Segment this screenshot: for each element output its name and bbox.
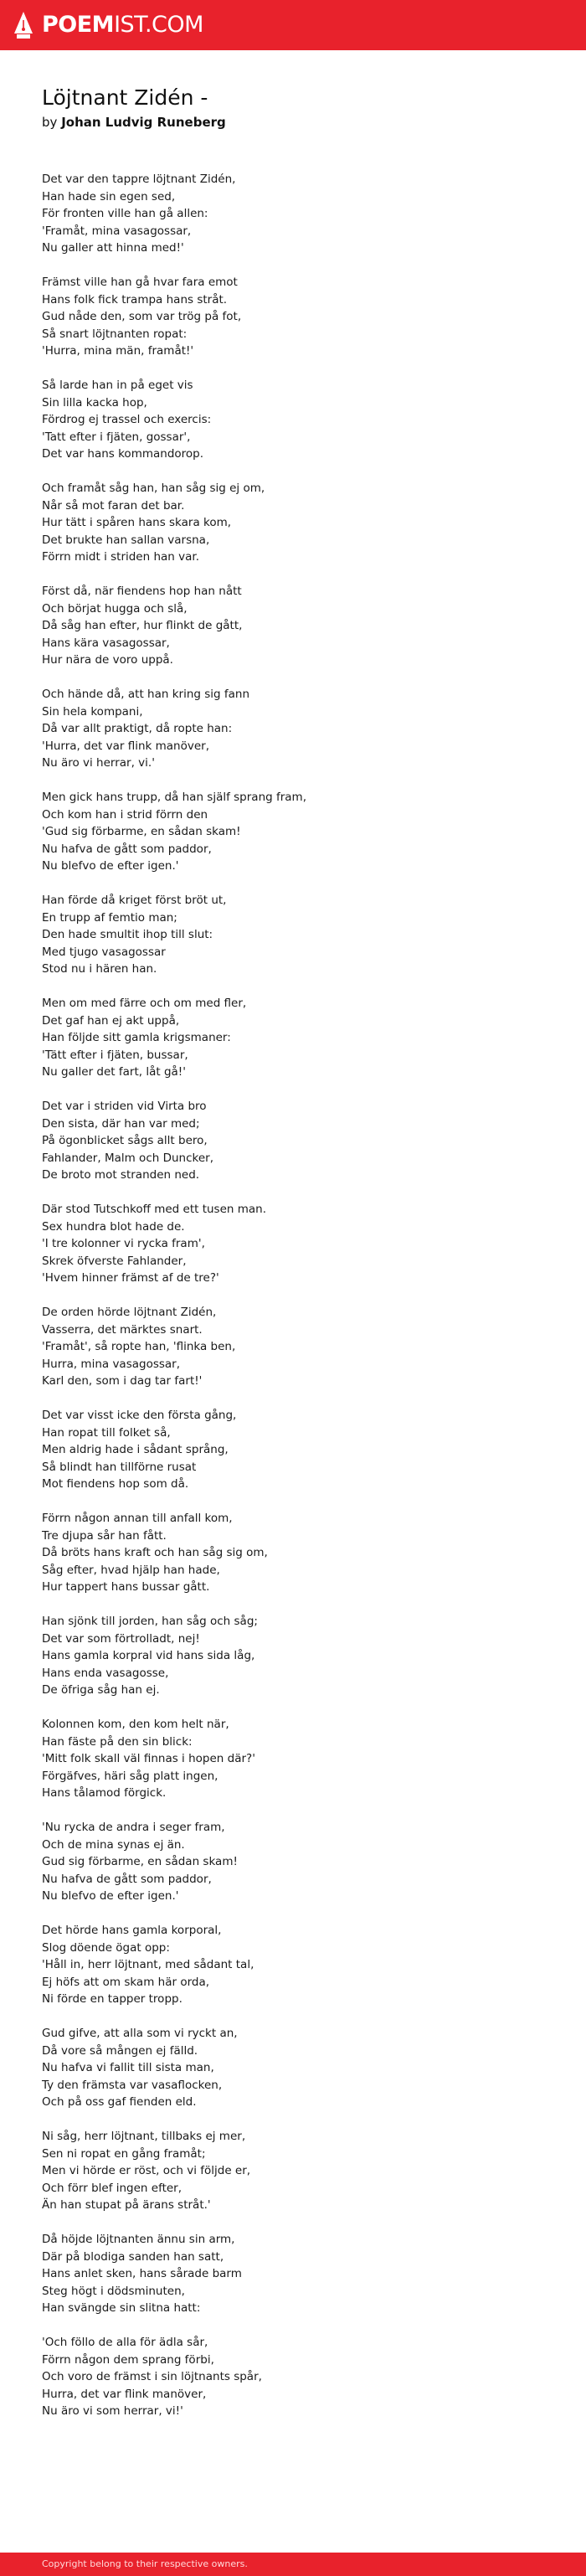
poem-line: Det var visst icke den första gång, <box>42 1409 237 1422</box>
poem-line: På ögonblicket sågs allt bero, <box>42 1134 208 1147</box>
stanza <box>42 480 544 566</box>
poem-line: De orden hörde löjtnant Zidén, <box>42 1306 217 1319</box>
poem-line: Hur tätt i spåren hans skara kom, <box>42 516 232 529</box>
poem-line: Hurra, mina vasagossar, <box>42 1357 181 1371</box>
poem-line: Förgäfves, häri såg platt ingen, <box>42 1769 218 1783</box>
stanza <box>42 686 544 772</box>
stanza <box>42 892 544 978</box>
poem-line: Hur tappert hans bussar gått. <box>42 1580 210 1594</box>
poem-line: Och på oss gaf fienden eld. <box>42 2095 197 2109</box>
poem-line: Vasserra, det märktes snart. <box>42 1322 203 1337</box>
poem-line: Och voro de främst i sin löjtnants spår, <box>42 2370 262 2383</box>
poem-line: Fahlander, Malm och Duncker, <box>42 1151 213 1165</box>
footer-copyright: Copyright belong to their respective owners. <box>42 2558 248 2569</box>
author-name[interactable]: Johan Ludvig Runeberg <box>61 115 226 130</box>
poem-line: Och hände då, att han kring sig fann <box>42 688 250 701</box>
stanza <box>42 171 544 257</box>
poem-line: Ni förde en tapper tropp. <box>42 1992 182 2006</box>
stanza <box>42 274 544 360</box>
poem-line: Han förde då kriget först bröt ut, <box>42 894 227 907</box>
poem-line: Förrn midt i striden han var. <box>42 550 200 564</box>
stanza <box>42 1819 544 1905</box>
poem-line: Det hörde hans gamla korporal, <box>42 1924 222 1937</box>
poem-line: Nu äro vi herrar, vi.' <box>42 756 155 770</box>
poem-line: 'Framåt', så ropte han, 'flinka ben, <box>42 1340 236 1353</box>
poem-line: För fronten ville han gå allen: <box>42 207 208 220</box>
brand-wordmark <box>42 11 203 39</box>
stanza <box>42 1304 544 1390</box>
poem-line: 'Hurra, mina män, framåt!' <box>42 344 194 358</box>
stanza <box>42 995 544 1081</box>
poem-line: Nu blefvo de efter igen.' <box>42 1889 179 1903</box>
poem-line: Karl den, som i dag tar fart!' <box>42 1374 203 1388</box>
poem-line: Han ropat till folket så, <box>42 1425 171 1440</box>
stanza <box>42 1098 544 1184</box>
poem-line: Men gick hans trupp, då han själf sprang fram, <box>42 791 307 804</box>
poem-line: Han sjönk till jorden, han såg och såg; <box>42 1615 258 1628</box>
poem-line: Når så mot faran det bar. <box>42 498 185 513</box>
poem-byline <box>42 114 544 131</box>
poem-line: Det var som förtrolladt, nej! <box>42 1631 200 1646</box>
poem-line: 'Tätt efter i fjäten, bussar, <box>42 1048 188 1062</box>
stanza <box>42 1613 544 1699</box>
poem-line: Förrn någon dem sprang förbi, <box>42 2352 214 2367</box>
stanza <box>42 1201 544 1287</box>
poem-line: Hans gamla korpral vid hans sida låg, <box>42 1649 255 1662</box>
poem-line: Då bröts hans kraft och han såg sig om, <box>42 1546 268 1559</box>
poem-line: 'Mitt folk skall väl finnas i hopen där?' <box>42 1752 255 1765</box>
stanza <box>42 583 544 669</box>
poem-line: De broto mot stranden ned. <box>42 1168 200 1182</box>
poem-line: Fördrog ej trassel och exercis: <box>42 413 212 426</box>
poem-line: Skrek öfverste Fahlander, <box>42 1254 187 1268</box>
poem-line: 'Nu rycka de andra i seger fram, <box>42 1821 225 1834</box>
poem-line: Främst ville han gå hvar fara emot <box>42 276 238 289</box>
poem-line: Han fäste på den sin blick: <box>42 1734 193 1749</box>
brand-wordmark-bold: POEM <box>42 12 115 38</box>
poem-line: Med tjugo vasagossar <box>42 945 166 959</box>
poem-line: Det var i striden vid Virta bro <box>42 1100 207 1113</box>
poem-content <box>42 84 544 2437</box>
stanza <box>42 2128 544 2214</box>
poem-line: 'Gud sig förbarme, en sådan skam! <box>42 825 241 838</box>
poem-line: Nu äro vi som herrar, vi!' <box>42 2404 183 2418</box>
poem-line: Såg efter, hvad hjälp han hade, <box>42 1563 220 1577</box>
poem-line: Han hade sin egen sed, <box>42 189 176 204</box>
footer-bar <box>0 2553 586 2576</box>
poem-line: Det var den tappre löjtnant Zidén, <box>42 173 236 186</box>
poem-line: Gud sig förbarme, en sådan skam! <box>42 1855 238 1868</box>
poem-line: Så larde han in på eget vis <box>42 379 193 392</box>
poem-line: Nu galler det fart, låt gå!' <box>42 1065 186 1079</box>
stanza <box>42 377 544 463</box>
brand-home-link[interactable] <box>12 11 203 39</box>
poem-line: Hans tålamod förgick. <box>42 1786 167 1800</box>
poem-line: Men om med färre och om med fler, <box>42 997 247 1010</box>
poem-line: Nu hafva de gått som paddor, <box>42 1872 212 1886</box>
poem-line: Då såg han efter, hur flinkt de gått, <box>42 619 243 632</box>
poem-line: Ni såg, herr löjtnant, tillbaks ej mer, <box>42 2130 246 2143</box>
poem-line: Stod nu i hären han. <box>42 962 157 976</box>
poem-line: Då vore så mången ej fälld. <box>42 2043 198 2058</box>
stanza <box>42 1510 544 1596</box>
poem-line: Gud nåde den, som var trög på fot, <box>42 310 242 323</box>
poem-line: Och börjat hugga och slå, <box>42 601 188 616</box>
poem-line: Än han stupat på ärans stråt.' <box>42 2198 211 2212</box>
poem-line: Och framåt såg han, han såg sig ej om, <box>42 482 265 495</box>
poem-line: Kolonnen kom, den kom helt när, <box>42 1718 229 1731</box>
stanza <box>42 2334 544 2420</box>
stanza <box>42 789 544 875</box>
poem-line: Hans kära vasagossar, <box>42 636 170 650</box>
brand-wordmark-light: IST.COM <box>114 12 203 38</box>
poem-line: Och kom han i strid förrn den <box>42 807 208 822</box>
poem-title: Löjtnant Zidén - <box>42 85 208 110</box>
poem-line: De öfriga såg han ej. <box>42 1683 160 1697</box>
poem-line: Och de mina synas ej än. <box>42 1837 185 1852</box>
poem-line: Ej höfs att om skam här orda, <box>42 1975 210 1989</box>
poem-line: 'Hvem hinner främst af de tre?' <box>42 1271 219 1285</box>
poem-line: Hans anlet sken, hans sårade barm <box>42 2267 242 2280</box>
poem-line: Det gaf han ej akt uppå, <box>42 1013 180 1028</box>
poem-line: Ty den främsta var vasaflocken, <box>42 2078 223 2092</box>
poem-line: 'I tre kolonner vi rycka fram', <box>42 1237 205 1250</box>
poem-line: Tre djupa sår han fått. <box>42 1528 167 1543</box>
poem-line: Hans enda vasagosse, <box>42 1666 169 1680</box>
poem-line: En trupp af femtio man; <box>42 910 177 925</box>
poem-line: Men vi hörde er röst, och vi följde er, <box>42 2164 251 2177</box>
poem-line: Det brukte han sallan varsna, <box>42 533 210 547</box>
poem-line: Steg högt i dödsminuten, <box>42 2284 185 2298</box>
poem-line: Nu galler att hinna med!' <box>42 241 184 255</box>
poemist-pen-nib-icon <box>12 11 35 39</box>
poem-line: Det var hans kommandorop. <box>42 447 204 461</box>
poem-line: Mot fiendens hop som då. <box>42 1477 189 1491</box>
stanza <box>42 2025 544 2111</box>
poem-line: Så snart löjtnanten ropat: <box>42 327 188 341</box>
poem-line: Då var allt praktigt, då ropte han: <box>42 722 233 735</box>
stanza <box>42 1716 544 1802</box>
poem-line: Där stod Tutschkoff med ett tusen man. <box>42 1203 267 1216</box>
poem-line: Han följde sitt gamla krigsmaner: <box>42 1031 231 1044</box>
poem-line: Nu blefvo de efter igen.' <box>42 859 179 873</box>
poem-line: Nu hafva de gått som paddor, <box>42 842 212 856</box>
poem-line: Hans folk fick trampa hans stråt. <box>42 292 228 307</box>
poem-body <box>42 171 544 2420</box>
poem-line: Så blindt han tillförne rusat <box>42 1460 197 1474</box>
poem-line: Sex hundra blot hade de. <box>42 1219 185 1234</box>
poem-line: Den sista, där han var med; <box>42 1116 200 1131</box>
poem-line: 'Hurra, det var flink manöver, <box>42 739 209 753</box>
poem-line: Hur nära de voro uppå. <box>42 653 173 667</box>
poem-line: Nu hafva vi fallit till sista man, <box>42 2061 214 2074</box>
poem-line: Hurra, det var flink manöver, <box>42 2387 207 2401</box>
poem-line: Han svängde sin slitna hatt: <box>42 2301 201 2315</box>
stanza <box>42 1407 544 1493</box>
poem-line: Sen ni ropat en gång framåt; <box>42 2146 206 2161</box>
stanza <box>42 2231 544 2317</box>
poem-line: Då höjde löjtnanten ännu sin arm, <box>42 2233 235 2246</box>
poem-line: Och förr blef ingen efter, <box>42 2181 182 2195</box>
poem-line: Den hade smultit ihop till slut: <box>42 928 213 941</box>
poem-line: Sin lilla kacka hop, <box>42 395 147 410</box>
stanza <box>42 1922 544 2008</box>
poem-line: Där på blodiga sanden han satt, <box>42 2249 224 2264</box>
poem-line: Förrn någon annan till anfall kom, <box>42 1512 233 1525</box>
byline-prefix: by <box>42 115 58 130</box>
poem-line: 'Framåt, mina vasagossar, <box>42 224 192 238</box>
poem-line: Gud gifve, att alla som vi ryckt an, <box>42 2027 238 2040</box>
poem-line: Sin hela kompani, <box>42 704 143 719</box>
poem-line: Slog döende ögat opp: <box>42 1940 170 1955</box>
poem-line: Först då, när fiendens hop han nått <box>42 585 242 598</box>
poem-line: 'Och föllo de alla för ädla sår, <box>42 2336 208 2349</box>
poem-line: 'Håll in, herr löjtnant, med sådant tal, <box>42 1958 254 1971</box>
poem-line: Men aldrig hade i sådant språng, <box>42 1443 229 1456</box>
top-bar <box>0 0 586 50</box>
poem-line: 'Tatt efter i fjäten, gossar', <box>42 430 191 444</box>
